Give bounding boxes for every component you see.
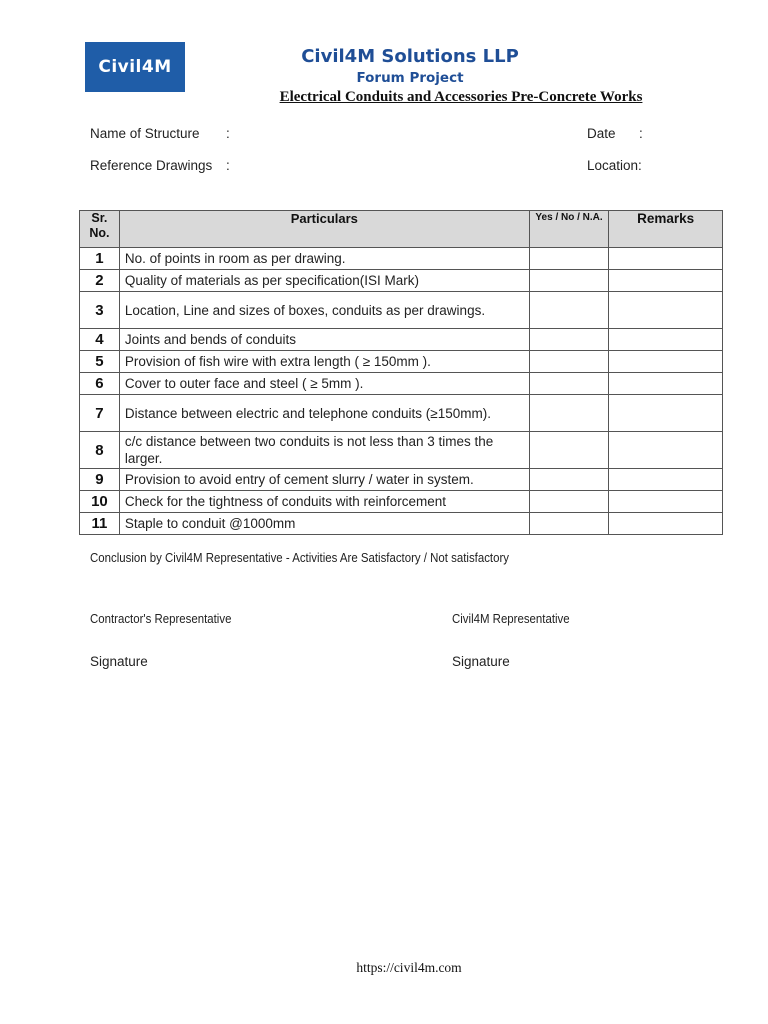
col-remarks-header: Remarks — [609, 211, 723, 248]
row-particular: Staple to conduit @1000mm — [119, 513, 529, 535]
row-number: 3 — [80, 292, 120, 329]
row-number: 9 — [80, 469, 120, 491]
row-particular: Check for the tightness of conduits with reinforcement — [119, 491, 529, 513]
row-particular: Distance between electric and telephone conduits (≥150mm). — [119, 395, 529, 432]
row-number: 7 — [80, 395, 120, 432]
row-number: 8 — [80, 432, 120, 469]
yes-no-cell[interactable] — [529, 270, 609, 292]
location-label: Location: — [587, 158, 642, 173]
row-particular: Joints and bends of conduits — [119, 329, 529, 351]
table-row — [80, 270, 723, 292]
remarks-cell[interactable] — [609, 469, 723, 491]
yes-no-cell[interactable] — [529, 491, 609, 513]
remarks-cell[interactable] — [609, 373, 723, 395]
row-particular: Location, Line and sizes of boxes, conduits as per drawings. — [119, 292, 529, 329]
row-number: 5 — [80, 351, 120, 373]
yes-no-cell[interactable] — [529, 373, 609, 395]
row-particular: Quality of materials as per specification(ISI Mark) — [119, 270, 529, 292]
structure-field — [90, 126, 230, 141]
remarks-cell[interactable] — [609, 292, 723, 329]
row-particular: No. of points in room as per drawing. — [119, 248, 529, 270]
remarks-cell[interactable] — [609, 491, 723, 513]
row-particular: Provision of fish wire with extra length ( ≥ 150mm ). — [119, 351, 529, 373]
date-colon: : — [639, 126, 643, 141]
yes-no-cell[interactable] — [529, 432, 609, 469]
table-row — [80, 395, 723, 432]
date-label: Date — [587, 126, 616, 141]
remarks-cell[interactable] — [609, 270, 723, 292]
col-sr-header: Sr. No. — [80, 211, 120, 248]
remarks-cell[interactable] — [609, 248, 723, 270]
table-row — [80, 469, 723, 491]
remarks-cell[interactable] — [609, 432, 723, 469]
remarks-cell[interactable] — [609, 351, 723, 373]
yes-no-cell[interactable] — [529, 329, 609, 351]
col-particulars-header: Particulars — [119, 211, 529, 248]
row-particular: Cover to outer face and steel ( ≥ 5mm ). — [119, 373, 529, 395]
conclusion-text: Conclusion by Civil4M Representative - Activities Are Satisfactory / Not satisfactory — [90, 550, 509, 565]
yes-no-cell[interactable] — [529, 248, 609, 270]
table-row — [80, 491, 723, 513]
civil4m-signature-label: Signature — [452, 654, 510, 669]
logo-text: Civil4M — [98, 57, 172, 77]
yes-no-cell[interactable] — [529, 351, 609, 373]
footer-url[interactable]: https://civil4m.com — [356, 960, 462, 975]
row-number: 11 — [80, 513, 120, 535]
remarks-cell[interactable] — [609, 513, 723, 535]
yes-no-cell[interactable] — [529, 513, 609, 535]
yes-no-cell[interactable] — [529, 469, 609, 491]
structure-colon: : — [226, 126, 230, 141]
location-field — [587, 158, 642, 173]
row-particular: Provision to avoid entry of cement slurry / water in system. — [119, 469, 529, 491]
project-name: Forum Project — [356, 70, 464, 86]
table-row — [80, 248, 723, 270]
company-name: Civil4M Solutions LLP — [301, 46, 519, 67]
table-row — [80, 513, 723, 535]
drawings-field — [90, 158, 230, 173]
col-yes-header: Yes / No / N.A. — [529, 211, 609, 248]
remarks-cell[interactable] — [609, 329, 723, 351]
checklist-table — [79, 210, 723, 535]
row-number: 10 — [80, 491, 120, 513]
civil4m-rep-label: Civil4M Representative — [452, 611, 570, 626]
yes-no-cell[interactable] — [529, 292, 609, 329]
table-row — [80, 329, 723, 351]
table-header-row — [80, 211, 723, 248]
contractor-rep-label: Contractor's Representative — [90, 611, 232, 626]
table-row — [80, 292, 723, 329]
drawings-colon: : — [226, 158, 230, 173]
contractor-signature-label: Signature — [90, 654, 148, 669]
document-title: Electrical Conduits and Accessories Pre-Concrete Works — [279, 89, 643, 105]
table-row — [80, 351, 723, 373]
table-row — [80, 432, 723, 469]
row-particular: c/c distance between two conduits is not less than 3 times the larger. — [119, 432, 529, 469]
row-number: 1 — [80, 248, 120, 270]
remarks-cell[interactable] — [609, 395, 723, 432]
table-row — [80, 373, 723, 395]
row-number: 4 — [80, 329, 120, 351]
row-number: 6 — [80, 373, 120, 395]
yes-no-cell[interactable] — [529, 395, 609, 432]
drawings-label: Reference Drawings — [90, 158, 213, 173]
structure-label: Name of Structure — [90, 126, 200, 141]
row-number: 2 — [80, 270, 120, 292]
date-field — [587, 126, 643, 141]
